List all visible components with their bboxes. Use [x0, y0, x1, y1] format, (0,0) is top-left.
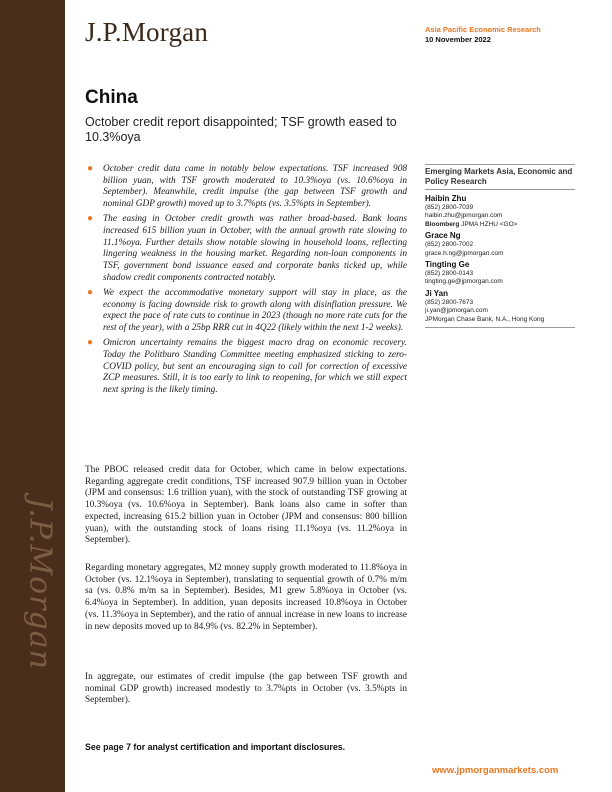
- analyst-phone: (852) 2800-7673: [425, 298, 474, 306]
- bullet-dot-icon: ●: [87, 213, 94, 225]
- bloomberg-label: Bloomberg: [425, 220, 460, 228]
- bullet-dot-icon: ●: [87, 287, 94, 299]
- report-header: [425, 25, 541, 45]
- page-title: China: [85, 87, 138, 108]
- key-point-text: We expect the accommodative monetary support will stay in place, as the economy is facing downside risk to growth along with disinflation pressure. We expect the pace of rate cuts to continue in 2023 (though no more rate cuts for the rest of the year), with a 25bp RRR cut in 4Q22 (likely within the next 1-2 weeks).: [103, 288, 407, 334]
- page-subtitle: October credit report disappointed; TSF growth eased to 10.3%oya: [85, 115, 397, 144]
- analyst-name: Grace Ng: [425, 231, 461, 241]
- analyst-email[interactable]: haibin.zhu@jpmorgan.com: [425, 212, 503, 220]
- jpmorgan-logo: J.P.Morgan: [85, 17, 209, 47]
- key-point: [85, 214, 407, 284]
- analyst-phone: (852) 2800-7002: [425, 241, 474, 249]
- body-paragraph: In aggregate, our estimates of credit impulse (the gap between TSF growth and nominal GDP growth) increased modestly to 3.7%pts in October (vs. 3.5%pts in September).: [85, 672, 407, 706]
- analyst-email[interactable]: tingting.ge@jpmorgan.com: [425, 278, 503, 286]
- analyst-email[interactable]: ji.yan@jpmorgan.com: [425, 307, 488, 315]
- analyst-name: Haibin Zhu: [425, 194, 467, 203]
- analyst-phone: (852) 2800-7039: [425, 204, 474, 211]
- key-point: [85, 288, 407, 335]
- sidebar-script-logo: J.P.Morgan: [22, 497, 58, 670]
- analyst-bank: JPMorgan Chase Bank, N.A., Hong Kong: [425, 316, 575, 328]
- bloomberg-ticker: JPMA HZHU <GO>: [461, 220, 518, 228]
- brand-sidebar: [0, 0, 65, 792]
- key-point: [85, 338, 407, 397]
- key-point-text: October credit data came in notably below expectations. TSF increased 908 billion yuan, with TSF growth moderated to 10.3%oya (vs. 10.6%oya in September). Meanwhile, credit impulse (the gap between TSF growth and nominal GDP growth) moved up to 3.7%pts (vs. 3.5%pts in September).: [103, 164, 407, 210]
- report-date: 10 November 2022: [425, 35, 491, 44]
- analyst-phone: (852) 2800-0143: [425, 270, 474, 278]
- disclosure-note: See page 7 for analyst certification and important disclosures.: [85, 742, 346, 752]
- analyst-name: Tingting Ge: [425, 260, 470, 270]
- website-link[interactable]: www.jpmorganmarkets.com: [432, 765, 559, 776]
- research-unit: Asia Pacific Economic Research: [425, 25, 541, 34]
- body-paragraph: Regarding monetary aggregates, M2 money supply growth moderated to 11.8%oya in October (vs. 12.1%oya in September), translating to sequential growth of 0.7% m/m sa (vs. 0.8% m/m sa in September). Besides, M1 grew 5.8%oya in October (vs. 6.4%oya in September). In addition, yuan deposits increased 10.8%oya in October (vs. 11.3%oya in September), and the ratio of annual increase in new loans to increase in new deposits moved up to 84.9% (vs. 82.2% in September).: [85, 563, 407, 632]
- team-name: Emerging Markets Asia, Economic and Policy Research: [425, 164, 575, 190]
- bullet-dot-icon: ●: [87, 163, 94, 174]
- key-points-list: [85, 164, 407, 400]
- analyst-name: Ji Yan: [425, 288, 448, 298]
- key-point-text: The easing in October credit growth was rather broad-based. Bank loans increased 615 billion yuan in October, with the annual growth rate slowing to 11.1%oya. Further details show notable slowing in household loans, reflecting lingering weakness in the housing market. Regarding non-loan components in TSF, government bond issuance eased and corporate banks ticked up, while shadow credit components contracted notably.: [103, 214, 407, 283]
- analyst-bloomberg: [425, 221, 575, 229]
- body-paragraph: The PBOC released credit data for October, which came in below expectations. Regarding aggregate credit conditions, TSF increased 907.9 billion yuan in October (JPM and consensus: 1.6 trillion yuan), with the stock of outstanding TSF growing at 10.3%oya (vs. 10.6%oya in September). Bank loans also came in softer than expected, increasing 615.2 billion yuan in October (JPM and consensus: 800 billion yuan), with the outstanding stock of loans rising 11.1%oya (vs. 11.2%oya in September).: [85, 465, 407, 546]
- bullet-dot-icon: ●: [87, 337, 94, 349]
- analyst-email[interactable]: grace.h.ng@jpmorgan.com: [425, 249, 504, 257]
- key-point: [85, 164, 407, 211]
- key-point-text: Omicron uncertainty remains the biggest macro drag on economic recovery. Today the Politburo Standing Committee meeting emphasized sticking to zero-COVID policy, but sent an encouraging sign to call for correction of excessive ZCP measures. Still, it is too early to link to reopening, for which we still expect next spring is the likely timing.: [103, 338, 407, 396]
- analyst-contacts: [425, 164, 575, 328]
